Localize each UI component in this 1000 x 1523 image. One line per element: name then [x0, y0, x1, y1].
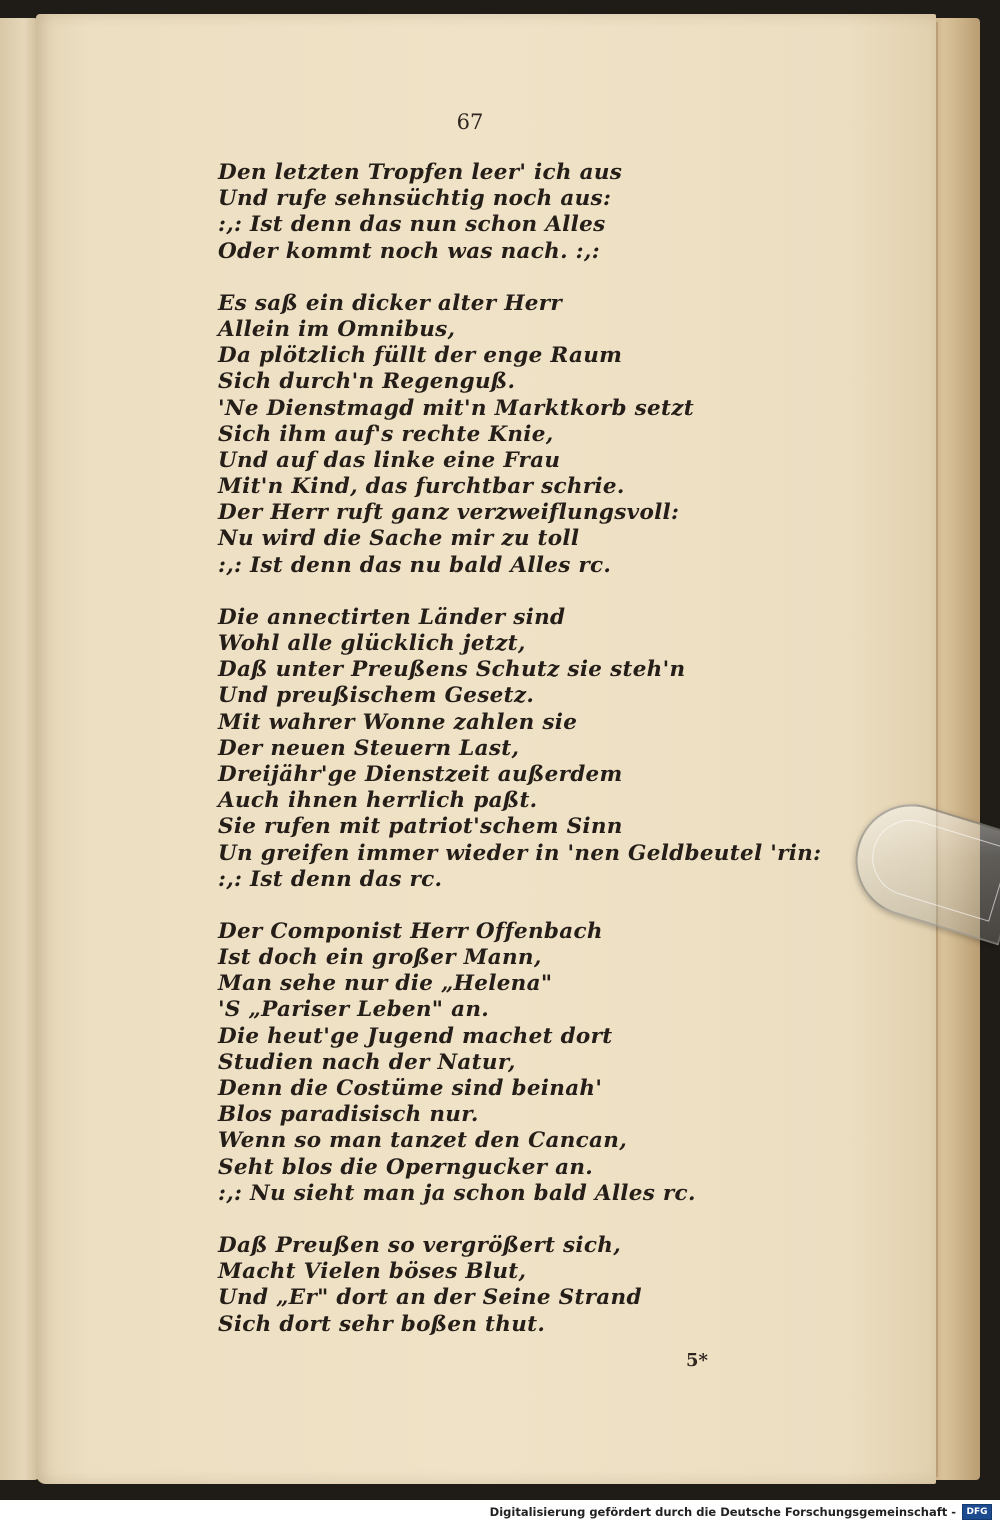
verse-line: Man sehe nur die „Helena" — [218, 971, 553, 997]
stanza — [218, 160, 738, 265]
verse-line: Es saß ein dicker alter Herr — [218, 290, 563, 316]
page-number: 67 — [456, 110, 484, 134]
verse-line: Seht blos die Operngucker an. — [218, 1154, 594, 1180]
glass-weight-highlight — [863, 810, 1000, 921]
verse-line: Der Herr ruft ganz verzweiflungsvoll: — [218, 500, 680, 526]
stanza — [218, 291, 738, 579]
verse-line: Sich durch'n Regenguß. — [218, 369, 516, 395]
verse-line: Der Componist Herr Offenbach — [218, 918, 603, 944]
verse-line: Daß Preußen so vergrößert sich, — [218, 1232, 621, 1258]
verse-line: Blos paradisisch nur. — [218, 1102, 479, 1128]
verse-line: 'S „Pariser Leben" an. — [218, 997, 490, 1023]
verse-line: Da plötzlich füllt der enge Raum — [218, 343, 623, 369]
verse-line: Un greifen immer wieder in 'nen Geldbeutel 'rin: — [218, 840, 822, 866]
stanza — [218, 604, 822, 893]
signature-mark: 5* — [686, 1350, 708, 1371]
verse-line: Nu wird die Sache mir zu toll — [218, 526, 580, 552]
previous-page-edge — [0, 18, 40, 1480]
verse-line: Und auf das linke eine Frau — [218, 447, 561, 473]
verse-line: Denn die Costüme sind beinah' — [218, 1076, 603, 1101]
dfg-logo-icon: DFG — [962, 1504, 992, 1520]
verse-line: Und „Er" dort an der Seine Strand — [218, 1285, 642, 1311]
verse-line: Und rufe sehnsüchtig noch aus: — [218, 186, 612, 212]
verse-line: Sich dort sehr boßen thut. — [218, 1311, 546, 1337]
verse-line: Daß unter Preußens Schutz sie steh'n — [218, 657, 686, 683]
verse-line: Allein im Omnibus, — [218, 316, 456, 342]
verse-line: Dreijähr'ge Dienstzeit außerdem — [218, 761, 623, 787]
footer-bar — [0, 1500, 1000, 1523]
funding-credit: Digitalisierung gefördert durch die Deutsche Forschungsgemeinschaft - — [489, 1504, 956, 1519]
verse-line: Auch ihnen herrlich paßt. — [218, 788, 538, 814]
verse-line: Studien nach der Natur, — [218, 1049, 516, 1075]
verse-line: 'Ne Dienstmagd mit'n Marktkorb setzt — [218, 395, 694, 421]
verse-line: Oder kommt noch was nach. :,: — [218, 238, 600, 264]
verse-line: Den letzten Tropfen leer' ich aus — [218, 160, 623, 185]
verse-line: Sich ihm auf's rechte Knie, — [218, 421, 554, 447]
verse-line: :,: Nu sieht man ja schon bald Alles rc. — [218, 1180, 696, 1206]
verse-line: :,: Ist denn das nu bald Alles rc. — [218, 552, 612, 578]
verse-line: Die heut'ge Jugend machet dort — [218, 1023, 613, 1049]
verse-line: Und preußischem Gesetz. — [218, 683, 535, 709]
verse-line: Mit wahrer Wonne zahlen sie — [218, 709, 578, 735]
stanza — [218, 1233, 738, 1338]
verse-line: Ist doch ein großer Mann, — [218, 945, 542, 971]
verse-line: Der neuen Steuern Last, — [218, 735, 520, 761]
verse-line: Mit'n Kind, das furchtbar schrie. — [218, 474, 625, 500]
verse-line: :,: Ist denn das nun schon Alles — [218, 212, 606, 238]
verse-line: Sie rufen mit patriot'schem Sinn — [218, 814, 623, 840]
verse-line: Wenn so man tanzet den Cancan, — [218, 1128, 627, 1154]
poem-text — [218, 160, 822, 1364]
verse-line: Die annectirten Länder sind — [218, 604, 566, 630]
verse-line: Wohl alle glücklich jetzt, — [218, 631, 526, 656]
stanza — [218, 919, 738, 1207]
verse-line: :,: Ist denn das rc. — [218, 866, 443, 892]
verse-line: Macht Vielen böses Blut, — [218, 1259, 527, 1285]
